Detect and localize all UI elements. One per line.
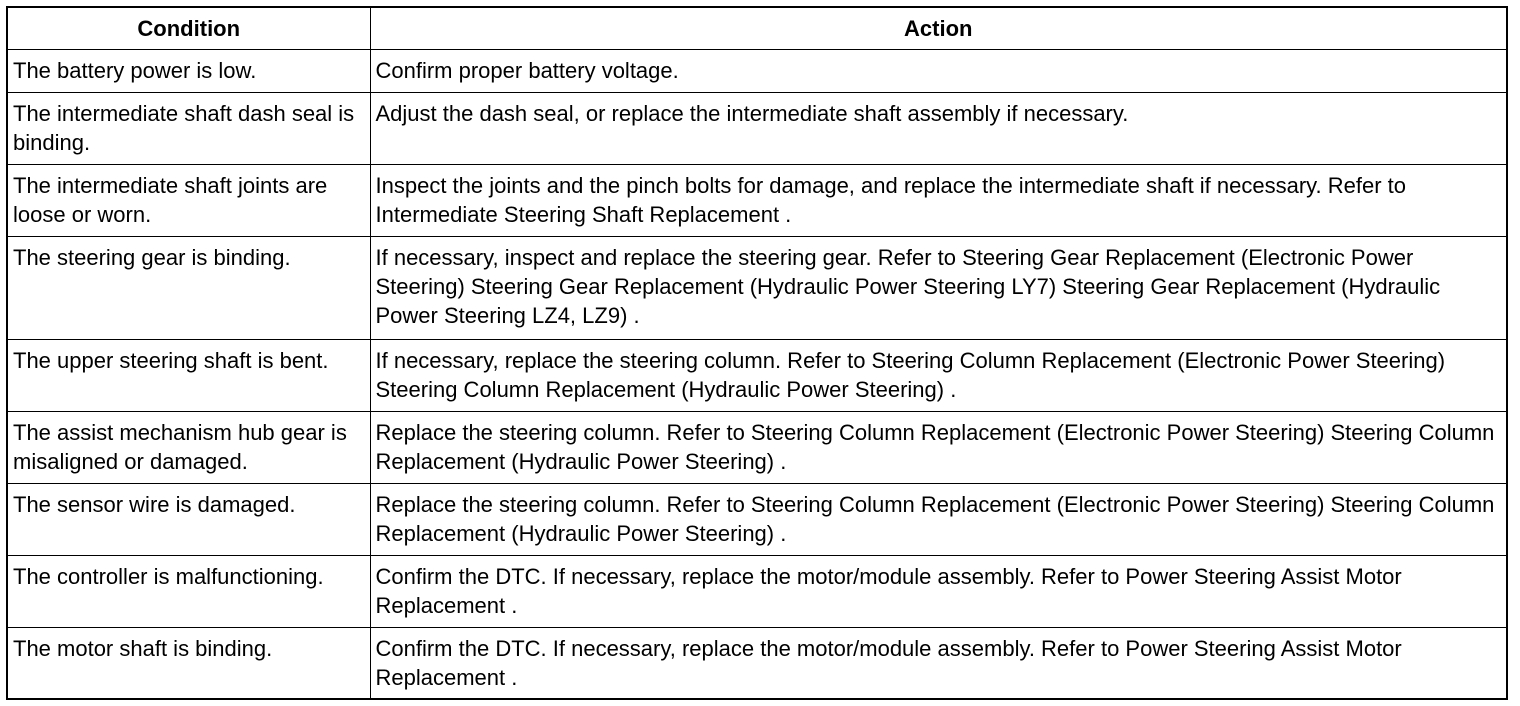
condition-cell: The intermediate shaft dash seal is binding. — [8, 92, 370, 164]
condition-cell: The intermediate shaft joints are loose or worn. — [8, 164, 370, 236]
action-cell: If necessary, inspect and replace the steering gear. Refer to Steering Gear Replacement (Electronic Power Steering) Steering Gear Replacement (Hydraulic Power Steering LY7) Steering Gear Replacement (Hydraulic Power Steering LZ4, LZ9) . — [370, 236, 1506, 339]
table-row — [8, 92, 1506, 164]
condition-cell: The assist mechanism hub gear is misaligned or damaged. — [8, 411, 370, 483]
diagnostic-table — [8, 8, 1506, 699]
column-header-action: Action — [370, 8, 1506, 49]
table-row — [8, 164, 1506, 236]
column-header-condition: Condition — [8, 8, 370, 49]
action-cell: Replace the steering column. Refer to Steering Column Replacement (Electronic Power Steering) Steering Column Replacement (Hydraulic Power Steering) . — [370, 483, 1506, 555]
condition-cell: The battery power is low. — [8, 49, 370, 92]
table-row — [8, 483, 1506, 555]
condition-cell: The upper steering shaft is bent. — [8, 339, 370, 411]
action-cell: Adjust the dash seal, or replace the intermediate shaft assembly if necessary. — [370, 92, 1506, 164]
action-cell: If necessary, replace the steering column. Refer to Steering Column Replacement (Electronic Power Steering) Steering Column Replacement (Hydraulic Power Steering) . — [370, 339, 1506, 411]
action-cell: Confirm the DTC. If necessary, replace the motor/module assembly. Refer to Power Steering Assist Motor Replacement . — [370, 627, 1506, 699]
table-row — [8, 411, 1506, 483]
table-row — [8, 49, 1506, 92]
table-row — [8, 339, 1506, 411]
condition-cell: The controller is malfunctioning. — [8, 555, 370, 627]
action-cell: Replace the steering column. Refer to Steering Column Replacement (Electronic Power Steering) Steering Column Replacement (Hydraulic Power Steering) . — [370, 411, 1506, 483]
condition-cell: The steering gear is binding. — [8, 236, 370, 339]
table-row — [8, 236, 1506, 339]
condition-cell: The motor shaft is binding. — [8, 627, 370, 699]
diagnostic-table-frame — [6, 6, 1508, 700]
action-cell: Confirm the DTC. If necessary, replace the motor/module assembly. Refer to Power Steering Assist Motor Replacement . — [370, 555, 1506, 627]
table-header-row — [8, 8, 1506, 49]
condition-cell: The sensor wire is damaged. — [8, 483, 370, 555]
table-row — [8, 627, 1506, 699]
action-cell: Confirm proper battery voltage. — [370, 49, 1506, 92]
action-cell: Inspect the joints and the pinch bolts for damage, and replace the intermediate shaft if necessary. Refer to Intermediate Steering Shaft Replacement . — [370, 164, 1506, 236]
table-row — [8, 555, 1506, 627]
